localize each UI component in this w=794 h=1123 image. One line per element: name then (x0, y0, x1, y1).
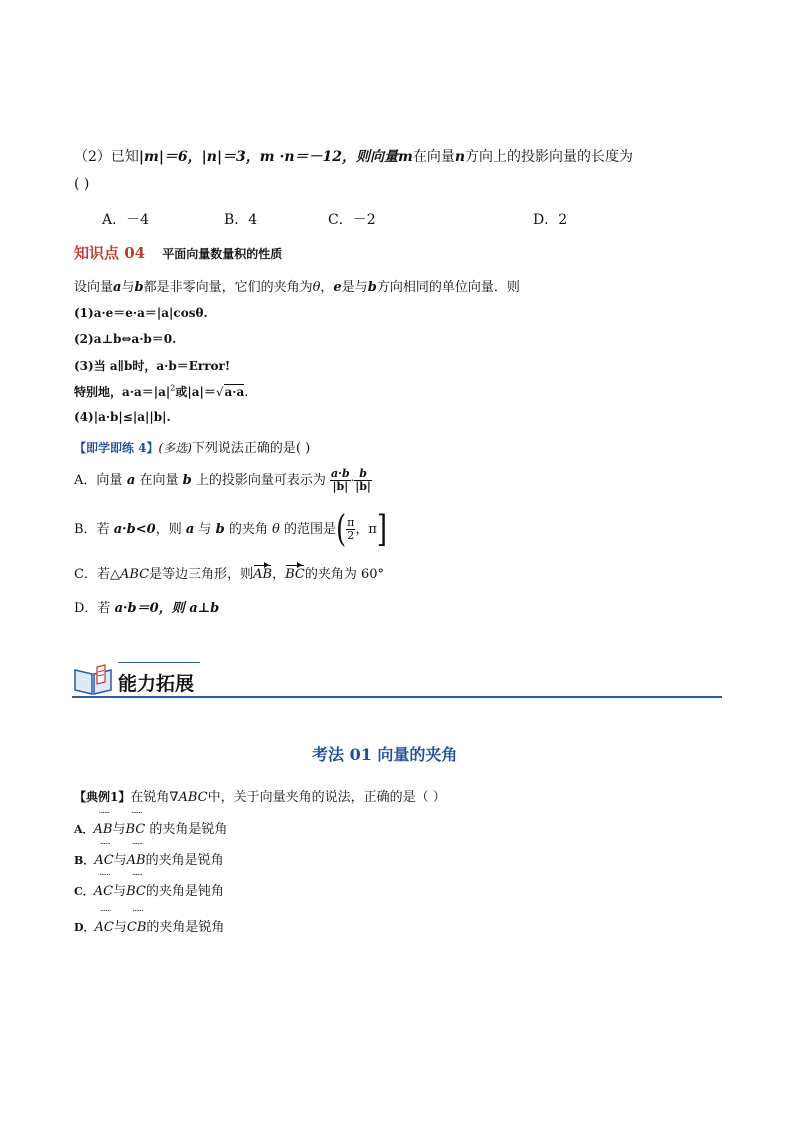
knowledge-point-intro: 设向量a与b都是非零向量，它们的夹角为θ，e是与b方向相同的单位向量．则 (74, 280, 520, 295)
vector-ac: ¨¨¨ AC (95, 920, 114, 935)
vector-bc: BC (285, 567, 305, 582)
q2-option-c: C．－2 (328, 212, 376, 228)
practice-4-stem: 【即学即练 4】(多选)下列说法正确的是( ) (74, 441, 311, 456)
knowledge-point-title: 平面向量数量积的性质 (162, 247, 283, 261)
vector-bc: ¨¨¨ BC (126, 884, 146, 899)
section-title: 能力拓展 (118, 673, 195, 695)
example-1-stem: 【典例1】在锐角∇ABC中，关于向量夹角的说法，正确的是（ ） (74, 790, 446, 805)
q2-paren: ( ) (74, 176, 90, 192)
example-1-option-d: D．¨¨¨ AC与¨¨¨ CB的夹角是锐角 (74, 916, 224, 935)
vector-cb: ¨¨¨ CB (127, 920, 147, 935)
vector-ab: ¨¨¨ AB (127, 853, 146, 868)
practice-4-option-b: B．若 a·b<0，则 a 与 b 的夹角 θ 的范围是( $\frac{\pi}{2}$ ，π] (74, 508, 388, 551)
banner-top-rule (118, 662, 200, 663)
example-1-option-c: C．¨¨¨ AC与¨¨¨ BC的夹角是钝角 (74, 880, 224, 899)
property-3-special: 特别地，$a\cdot a=|a|^2$或|a|＝√a·a. (74, 383, 249, 400)
property-2: (2)a⊥b⇔a·b＝0. (74, 332, 177, 346)
vector-ac: ¨¨¨ AC (94, 884, 113, 899)
method-title: 考法 01 向量的夹角 (312, 745, 458, 764)
property-4: (4)|a·b|≤|a||b|. (74, 410, 171, 424)
vector-ab: AB (253, 567, 273, 582)
knowledge-point-header (74, 242, 282, 263)
vector-ab: ¨¨¨ AB (94, 822, 113, 837)
fraction-ab-over-b: $\frac{a\cdot b}{|b|}$ (331, 467, 350, 493)
q2-option-a: A．－4 (102, 212, 150, 228)
practice-4-option-c: C．若△ABC是等边三角形，则AB，BC的夹角为 60° (74, 567, 385, 582)
practice-4-option-a: A．向量 a 在向量 b 上的投影向量可表示为 $\frac{a\cdot b}{|b|}$ · $\frac{b}{|b|}$ (74, 467, 371, 493)
vector-ac: ¨¨¨ AC (94, 853, 113, 868)
practice-4-option-d: D．若 a·b＝0，则 a⊥b (74, 601, 220, 616)
q2-option-b: B．4 (224, 212, 258, 228)
q2-option-d: D．2 (533, 212, 568, 228)
q2-stem: （2）已知|m|＝6，|n|＝3，m ·n＝－12，则向量m在向量n方向上的投影向量的长度为 (74, 149, 634, 165)
example-1-option-a: A．¨¨¨ AB与¨¨¨ BC 的夹角是锐角 (74, 818, 227, 837)
book-icon (72, 662, 114, 700)
fraction-pi-over-2: $\frac{\pi}{2}$ (347, 516, 355, 542)
knowledge-point-label: 知识点 04 (74, 244, 146, 262)
fraction-b-over-b: $\frac{b}{|b|}$ (355, 467, 371, 493)
example-1-option-b: B．¨¨¨ AC与¨¨¨ AB的夹角是锐角 (74, 849, 224, 868)
sqrt-expression: a·a (224, 385, 245, 399)
property-3: (3)当 a∥b时，a·b＝Error! (74, 359, 231, 373)
banner-bottom-rule (72, 696, 722, 698)
vector-bc: ¨¨¨ BC (126, 822, 146, 837)
property-1: (1)a·e＝e·a＝|a|cosθ. (74, 306, 208, 320)
